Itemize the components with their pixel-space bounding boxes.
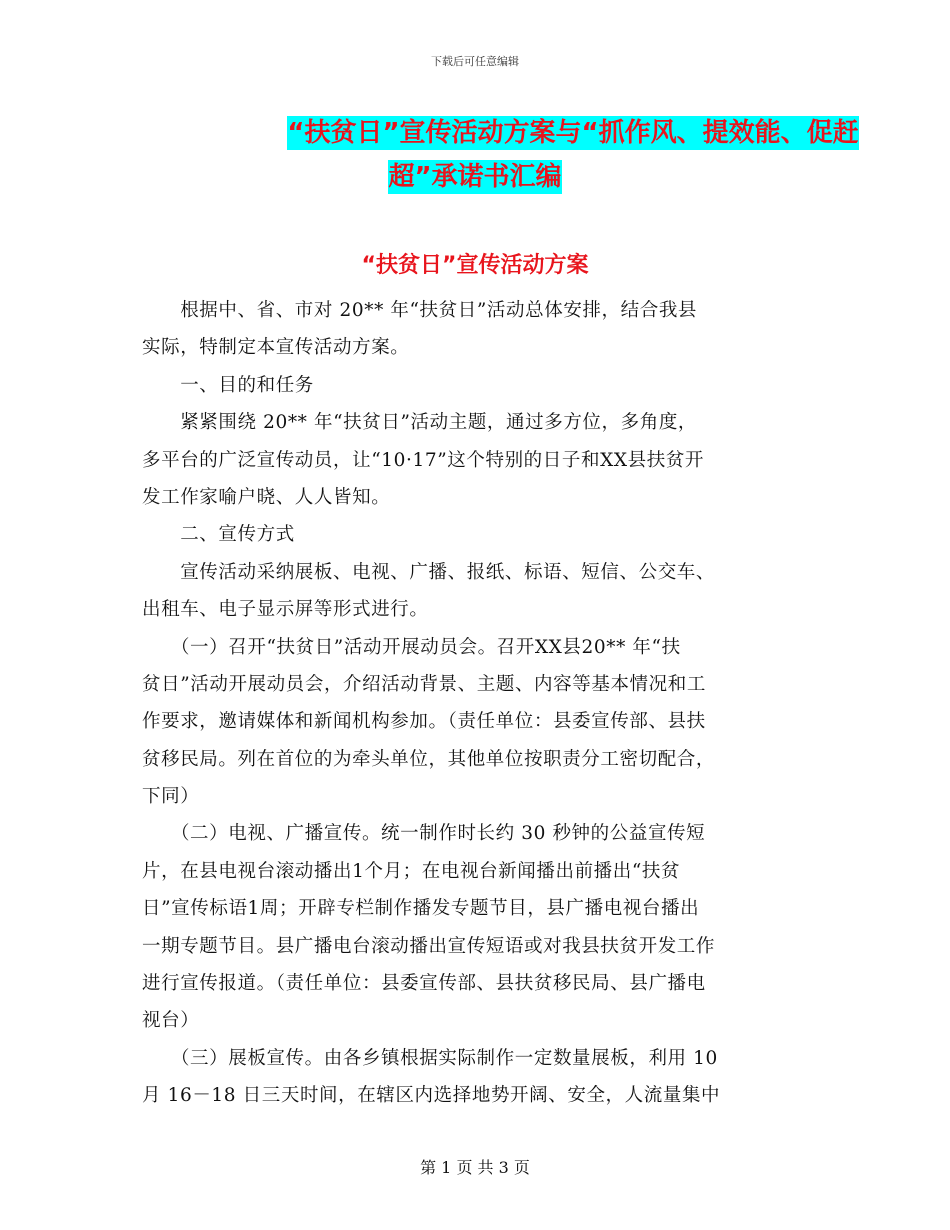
text-line: 发工作家喻户晓、人人皆知。 (142, 486, 391, 508)
section-title: “扶贫日”宣传活动方案 (361, 253, 589, 278)
text-line: 作要求，邀请媒体和新闻机构参加。（责任单位：县委宣传部、县扶 (142, 711, 706, 733)
text-line: 进行宣传报道。（责任单位：县委宣传部、县扶贫移民局、县广播电 (142, 973, 706, 995)
text-line: （一）召开“扶贫日”活动开展动员会。召开XX县20** 年“扶 (142, 636, 681, 658)
main-title-line-2 (0, 156, 950, 193)
text-line: 出租车、电子显示屏等形式进行。 (142, 599, 429, 621)
text-line: （二）电视、广播宣传。统一制作时长约 30 秒钟的公益宣传短 (142, 823, 706, 845)
text-line: 片，在县电视台滚动播出1个月；在电视台新闻播出前播出“扶贫 (142, 860, 681, 882)
text-line: 宣传活动采纳展板、电视、广播、报纸、标语、短信、公交车、 (142, 561, 716, 583)
text-line: 实际，特制定本宣传活动方案。 (142, 337, 410, 359)
body-text (142, 292, 810, 1115)
text-line: 贫移民局。列在首位的为牵头单位，其他单位按职责分工密切配合， (142, 748, 716, 770)
text-line: 根据中、省、市对 20** 年“扶贫日”活动总体安排，结合我县 (142, 300, 698, 321)
main-title-line-1 (98, 112, 950, 149)
text-line: 月 16－18 日三天时间，在辖区内选择地势开阔、安全，人流量集中 (142, 1085, 721, 1107)
text-line: 视台） (142, 1010, 200, 1032)
page-footer: 第 1 页 共 3 页 (420, 1158, 530, 1177)
text-line: 紧紧围绕 20** 年“扶贫日”活动主题，通过多方位，多角度， (142, 412, 698, 434)
text-line: 多平台的广泛宣传动员，让“10·17”这个特别的日子和XX县扶贫开 (142, 449, 705, 471)
main-title-line-1-text: “扶贫日”宣传活动方案与“抓作风、提效能、促赶 (287, 118, 859, 148)
main-title-line-2-text: 超”承诺书汇编 (388, 162, 562, 192)
text-line: 下同） (142, 786, 200, 808)
header-note: 下载后可任意编辑 (431, 55, 519, 68)
text-line: 贫日”活动开展动员会，介绍活动背景、主题、内容等基本情况和工 (142, 673, 706, 695)
text-line: 二、宣传方式 (142, 524, 295, 546)
text-line: （三）展板宣传。由各乡镇根据实际制作一定数量展板，利用 10 (142, 1047, 718, 1069)
text-line: 日”宣传标语1周；开辟专栏制作播发专题节目，县广播电视台播出 (142, 898, 700, 920)
text-line: 一、目的和任务 (142, 374, 314, 396)
text-line: 一期专题节目。县广播电台滚动播出宣传短语或对我县扶贫开发工作 (142, 935, 716, 957)
